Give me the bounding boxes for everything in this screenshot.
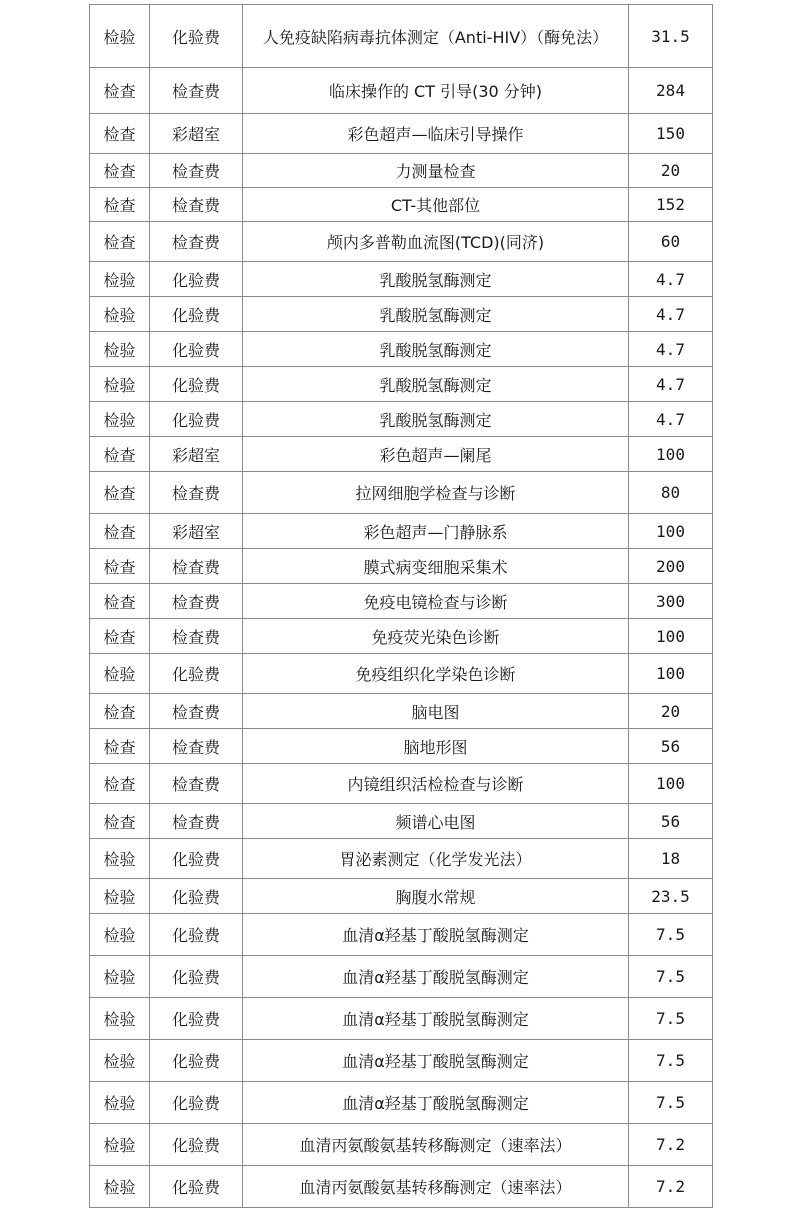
category-cell: 检验: [90, 1040, 150, 1082]
department-cell: 彩超室: [150, 514, 243, 549]
table-row: [90, 402, 713, 437]
category-cell: 检验: [90, 839, 150, 879]
price-cell: 18: [629, 839, 713, 879]
fee-table: [89, 4, 713, 1208]
department-cell: 检查费: [150, 619, 243, 654]
price-cell: 4.7: [629, 367, 713, 402]
table-row: [90, 5, 713, 68]
price-cell: 100: [629, 619, 713, 654]
department-cell: 检查费: [150, 472, 243, 514]
category-cell: 检验: [90, 998, 150, 1040]
category-cell: 检查: [90, 694, 150, 729]
item-name-cell: 乳酸脱氢酶测定: [243, 402, 629, 437]
category-cell: 检查: [90, 804, 150, 839]
table-row: [90, 1166, 713, 1208]
price-cell: 56: [629, 804, 713, 839]
category-cell: 检验: [90, 654, 150, 694]
department-cell: 化验费: [150, 956, 243, 998]
department-cell: 化验费: [150, 332, 243, 367]
price-cell: 7.5: [629, 1082, 713, 1124]
department-cell: 检查费: [150, 804, 243, 839]
item-name-cell: 血清丙氨酸氨基转移酶测定（速率法）: [243, 1124, 629, 1166]
price-cell: 7.2: [629, 1166, 713, 1208]
department-cell: 化验费: [150, 367, 243, 402]
department-cell: 化验费: [150, 297, 243, 332]
price-cell: 4.7: [629, 402, 713, 437]
price-cell: 100: [629, 437, 713, 472]
price-cell: 100: [629, 514, 713, 549]
department-cell: 化验费: [150, 262, 243, 297]
department-cell: 化验费: [150, 914, 243, 956]
table-row: [90, 222, 713, 262]
table-row: [90, 1082, 713, 1124]
table-row: [90, 914, 713, 956]
item-name-cell: 频谱心电图: [243, 804, 629, 839]
category-cell: 检验: [90, 1082, 150, 1124]
department-cell: 彩超室: [150, 437, 243, 472]
department-cell: 化验费: [150, 1040, 243, 1082]
price-cell: 7.5: [629, 956, 713, 998]
table-row: [90, 472, 713, 514]
price-cell: 20: [629, 694, 713, 729]
item-name-cell: 血清丙氨酸氨基转移酶测定（速率法）: [243, 1166, 629, 1208]
table-row: [90, 332, 713, 367]
department-cell: 检查费: [150, 188, 243, 222]
item-name-cell: 免疫电镜检查与诊断: [243, 584, 629, 619]
price-cell: 7.5: [629, 914, 713, 956]
price-cell: 152: [629, 188, 713, 222]
category-cell: 检验: [90, 879, 150, 914]
item-name-cell: 乳酸脱氢酶测定: [243, 332, 629, 367]
item-name-cell: CT-其他部位: [243, 188, 629, 222]
table-row: [90, 154, 713, 188]
department-cell: 化验费: [150, 879, 243, 914]
price-cell: 200: [629, 549, 713, 584]
table-row: [90, 367, 713, 402]
price-cell: 56: [629, 729, 713, 764]
category-cell: 检验: [90, 5, 150, 68]
department-cell: 检查费: [150, 549, 243, 584]
item-name-cell: 脑电图: [243, 694, 629, 729]
price-cell: 31.5: [629, 5, 713, 68]
category-cell: 检查: [90, 729, 150, 764]
price-cell: 4.7: [629, 332, 713, 367]
item-name-cell: 颅内多普勒血流图(TCD)(同济): [243, 222, 629, 262]
table-row: [90, 188, 713, 222]
item-name-cell: 膜式病变细胞采集术: [243, 549, 629, 584]
price-cell: 23.5: [629, 879, 713, 914]
price-cell: 20: [629, 154, 713, 188]
table-row: [90, 619, 713, 654]
item-name-cell: 乳酸脱氢酶测定: [243, 367, 629, 402]
department-cell: 化验费: [150, 1082, 243, 1124]
department-cell: 化验费: [150, 998, 243, 1040]
item-name-cell: 乳酸脱氢酶测定: [243, 262, 629, 297]
category-cell: 检验: [90, 402, 150, 437]
price-cell: 300: [629, 584, 713, 619]
category-cell: 检查: [90, 584, 150, 619]
table-row: [90, 437, 713, 472]
table-row: [90, 879, 713, 914]
price-cell: 284: [629, 68, 713, 114]
table-row: [90, 804, 713, 839]
price-cell: 4.7: [629, 297, 713, 332]
price-cell: 150: [629, 114, 713, 154]
department-cell: 彩超室: [150, 114, 243, 154]
table-row: [90, 998, 713, 1040]
item-name-cell: 胸腹水常规: [243, 879, 629, 914]
item-name-cell: 力测量检查: [243, 154, 629, 188]
table-row: [90, 114, 713, 154]
category-cell: 检查: [90, 222, 150, 262]
item-name-cell: 人免疫缺陷病毒抗体测定（Anti-HIV）（酶免法）: [243, 5, 629, 68]
item-name-cell: 免疫荧光染色诊断: [243, 619, 629, 654]
department-cell: 检查费: [150, 584, 243, 619]
table-row: [90, 514, 713, 549]
category-cell: 检查: [90, 154, 150, 188]
category-cell: 检验: [90, 367, 150, 402]
table-row: [90, 297, 713, 332]
department-cell: 检查费: [150, 764, 243, 804]
item-name-cell: 临床操作的 CT 引导(30 分钟): [243, 68, 629, 114]
department-cell: 检查费: [150, 222, 243, 262]
table-row: [90, 1040, 713, 1082]
category-cell: 检验: [90, 956, 150, 998]
item-name-cell: 血清α羟基丁酸脱氢酶测定: [243, 914, 629, 956]
category-cell: 检查: [90, 549, 150, 584]
department-cell: 化验费: [150, 839, 243, 879]
category-cell: 检验: [90, 914, 150, 956]
category-cell: 检查: [90, 764, 150, 804]
item-name-cell: 血清α羟基丁酸脱氢酶测定: [243, 1082, 629, 1124]
table-row: [90, 262, 713, 297]
department-cell: 检查费: [150, 154, 243, 188]
item-name-cell: 乳酸脱氢酶测定: [243, 297, 629, 332]
item-name-cell: 彩色超声—门静脉系: [243, 514, 629, 549]
department-cell: 化验费: [150, 5, 243, 68]
department-cell: 检查费: [150, 694, 243, 729]
table-row: [90, 956, 713, 998]
price-cell: 100: [629, 764, 713, 804]
category-cell: 检查: [90, 114, 150, 154]
item-name-cell: 血清α羟基丁酸脱氢酶测定: [243, 1040, 629, 1082]
price-cell: 7.5: [629, 1040, 713, 1082]
category-cell: 检查: [90, 514, 150, 549]
category-cell: 检验: [90, 1124, 150, 1166]
item-name-cell: 血清α羟基丁酸脱氢酶测定: [243, 956, 629, 998]
table-row: [90, 1124, 713, 1166]
item-name-cell: 彩色超声—临床引导操作: [243, 114, 629, 154]
category-cell: 检查: [90, 68, 150, 114]
category-cell: 检查: [90, 619, 150, 654]
table-row: [90, 764, 713, 804]
item-name-cell: 脑地形图: [243, 729, 629, 764]
table-row: [90, 549, 713, 584]
department-cell: 检查费: [150, 68, 243, 114]
category-cell: 检验: [90, 1166, 150, 1208]
price-cell: 4.7: [629, 262, 713, 297]
price-cell: 7.2: [629, 1124, 713, 1166]
item-name-cell: 血清α羟基丁酸脱氢酶测定: [243, 998, 629, 1040]
price-cell: 100: [629, 654, 713, 694]
price-cell: 80: [629, 472, 713, 514]
item-name-cell: 免疫组织化学染色诊断: [243, 654, 629, 694]
table-row: [90, 654, 713, 694]
department-cell: 检查费: [150, 729, 243, 764]
department-cell: 化验费: [150, 1166, 243, 1208]
table-body: [90, 5, 713, 1208]
price-cell: 60: [629, 222, 713, 262]
table-row: [90, 584, 713, 619]
table-row: [90, 729, 713, 764]
department-cell: 化验费: [150, 1124, 243, 1166]
item-name-cell: 内镜组织活检检查与诊断: [243, 764, 629, 804]
item-name-cell: 彩色超声—阑尾: [243, 437, 629, 472]
category-cell: 检验: [90, 332, 150, 367]
table-row: [90, 68, 713, 114]
table-row: [90, 694, 713, 729]
category-cell: 检查: [90, 437, 150, 472]
category-cell: 检验: [90, 297, 150, 332]
category-cell: 检查: [90, 472, 150, 514]
category-cell: 检查: [90, 188, 150, 222]
table-row: [90, 839, 713, 879]
item-name-cell: 胃泌素测定（化学发光法）: [243, 839, 629, 879]
category-cell: 检验: [90, 262, 150, 297]
item-name-cell: 拉网细胞学检查与诊断: [243, 472, 629, 514]
price-cell: 7.5: [629, 998, 713, 1040]
department-cell: 化验费: [150, 654, 243, 694]
department-cell: 化验费: [150, 402, 243, 437]
